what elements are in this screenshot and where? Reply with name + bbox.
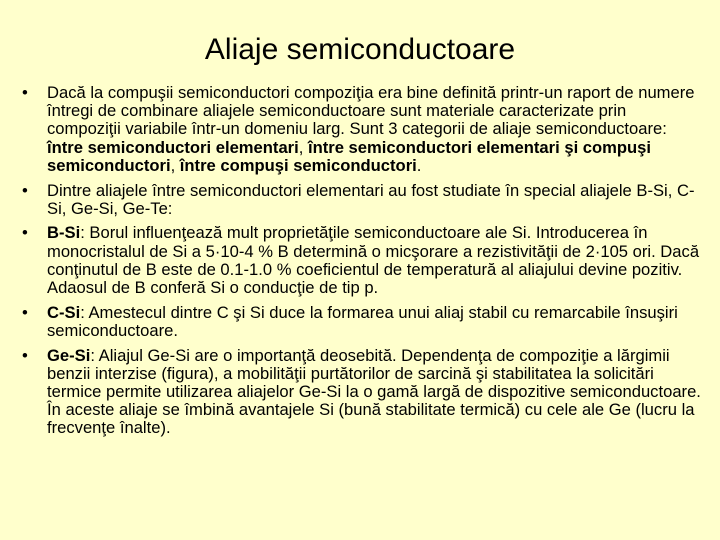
bullet-icon: • [22, 180, 28, 200]
bullet-item [22, 224, 702, 297]
slide-title: Aliaje semiconductoare [204, 33, 516, 66]
item-bold-text: între semiconductori elementari şi compuşi semiconductori [47, 137, 652, 175]
item-text: . [416, 155, 422, 175]
item-bold-text: între compuşi semiconductori [179, 155, 417, 175]
bullet-item [22, 347, 702, 438]
bullet-icon: • [22, 223, 28, 243]
item-text: Dacă la compuşii semiconductori compoziţia era bine definită printr-un raport de numere întregi de combinare aliajele semiconductoare sunt materiale caracterizate prin compoziţii variabile într-un domeniu larg. Sunt 3 categorii de aliaje semiconductoare: [47, 83, 695, 139]
item-term: Ge-Si [47, 345, 91, 365]
bullet-item [22, 304, 702, 340]
item-separator: , [170, 155, 180, 175]
item-text: : Aliajul Ge-Si are o importanţă deosebită. Dependenţa de compoziţie a lărgimii benzii interzise (figura), a mobilităţii purtătorilor de sarcină şi stabilitatea la solicitări termice permite utilizarea aliajelor Ge-Si la o gamă largă de dispozitive semiconductoare. În aceste aliaje se îmbină avantajele Si (bună stabilitate termică) cu cele ale Ge (lucru la frecvenţe înalte). [47, 345, 701, 438]
item-text: Dintre aliajele între semiconductori elementari au fost studiate în special aliajele B-Si, C-Si, Ge-Si, Ge-Te: [47, 180, 695, 218]
item-term: C-Si [47, 302, 81, 322]
bullet-item [22, 182, 702, 218]
bullet-item [22, 84, 702, 175]
bullet-list [22, 84, 702, 444]
item-bold-text: între semiconductori elementari [47, 137, 299, 157]
bullet-icon: • [22, 345, 28, 365]
item-text: : Amestecul dintre C şi Si duce la formarea unui aliaj stabil cu remarcabile însuşiri semiconductoare. [47, 302, 678, 340]
item-text: : Borul influenţează mult proprietăţile semiconductoare ale Si. Introducerea în monocristalul de Si a 5·10-4 % B determină o micşorare a rezistivităţii de 2·105 ori. Dacă conţinutul de B este de 0.1-1.0 % coeficientul de temperatură al aliajului devine pozitiv. Adaosul de B conferă Si o conducţie de tip p. [47, 223, 700, 298]
item-separator: , [298, 137, 308, 157]
bullet-icon: • [22, 83, 28, 102]
item-term: B-Si [47, 223, 81, 243]
bullet-icon: • [22, 302, 28, 322]
